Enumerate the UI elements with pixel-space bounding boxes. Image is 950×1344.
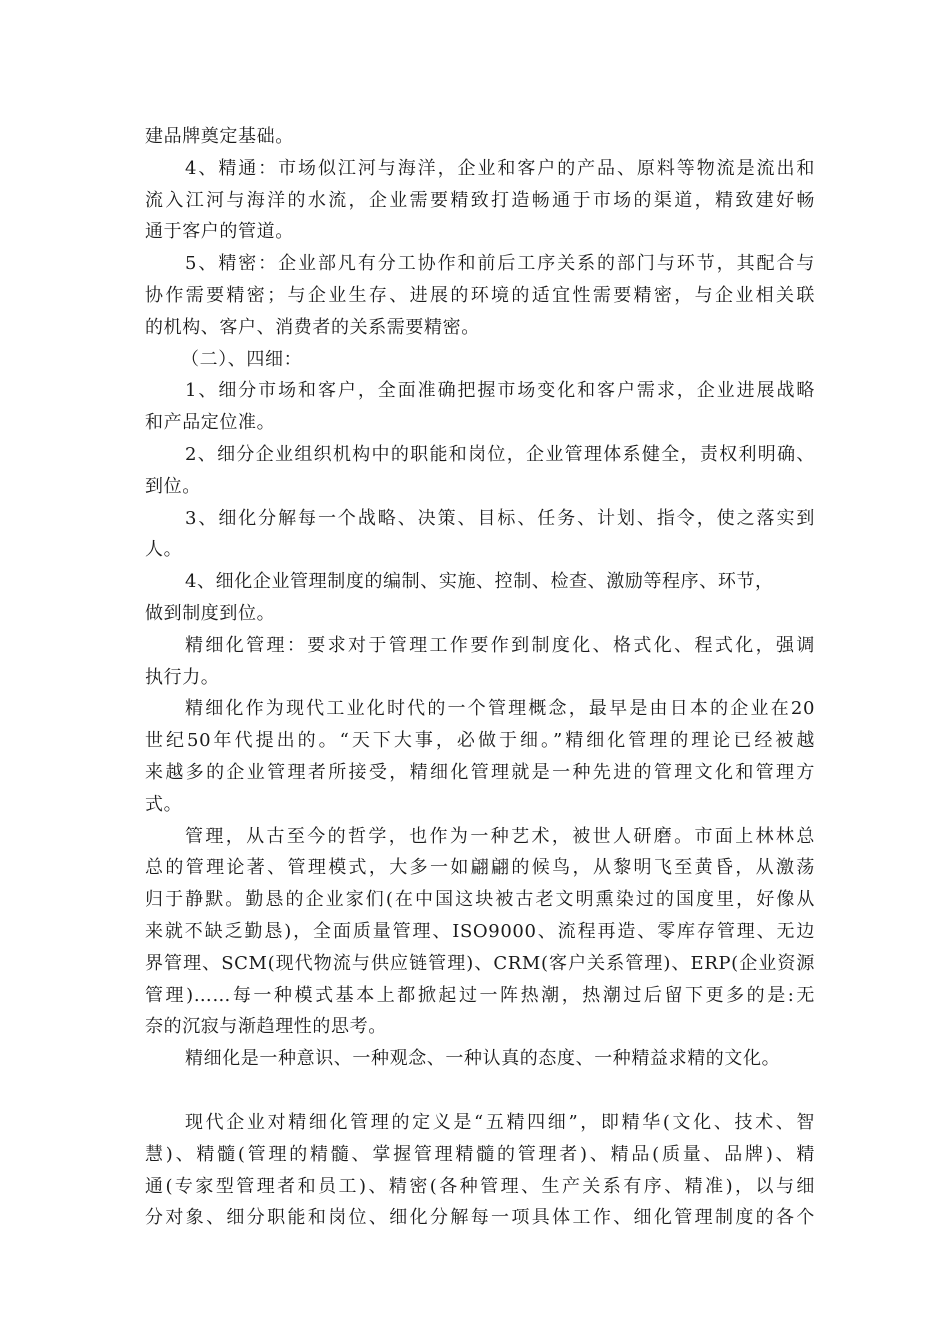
text-line: 管理，从古至今的哲学，也作为一种艺术，被世人研磨。市面上林林总: [185, 825, 815, 847]
text-line: 管理)……每一种模式基本上都掀起过一阵热潮，热潮过后留下更多的是:无: [145, 984, 815, 1006]
text-line: 做到制度到位。: [145, 602, 276, 624]
text-line: 式。: [145, 793, 183, 815]
text-line: 3、细化分解每一个战略、决策、目标、任务、计划、指令，使之落实到: [185, 507, 815, 529]
text-line: 精细化管理：要求对于管理工作要作到制度化、格式化、程式化，强调: [185, 634, 815, 656]
paragraph-gap: [145, 1075, 815, 1107]
text-line: 归于静默。勤恳的企业家们(在中国这块被古老文明熏染过的国度里，好像从: [145, 889, 815, 911]
text-line: 协作需要精密；与企业生存、进展的环境的适宜性需要精密，与企业相关联: [145, 284, 815, 306]
document-body: [145, 121, 815, 1234]
text-line: 执行力。: [145, 666, 220, 688]
text-line: 和产品定位准。: [145, 412, 276, 434]
text-line: 来越多的企业管理者所接受，精细化管理就是一种先进的管理文化和管理方: [145, 761, 815, 783]
text-line: 慧)、精髓(管理的精髓、掌握管理精髓的管理者)、精品(质量、品牌)、精: [145, 1143, 815, 1165]
text-line: 通(专家型管理者和员工)、精密(各种管理、生产关系有序、精准)，以与细: [145, 1175, 815, 1197]
text-line: 人。: [145, 539, 183, 561]
text-line: 1、细分市场和客户，全面准确把握市场变化和客户需求，企业进展战略: [185, 380, 815, 402]
text-line: 4、细化企业管理制度的编制、实施、控制、检查、激励等程序、环节，: [185, 571, 774, 593]
text-line: 奈的沉寂与渐趋理性的思考。: [145, 1016, 387, 1038]
section-heading: （二）、四细：: [181, 348, 303, 370]
text-line: 通于客户的管道。: [145, 221, 294, 243]
text-line: 世纪50年代提出的。“天下大事，必做于细。”精细化管理的理论已经被越: [145, 730, 815, 752]
text-line: 现代企业对精细化管理的定义是“五精四细”，即精华(文化、技术、智: [185, 1111, 815, 1133]
text-line: 精细化是一种意识、一种观念、一种认真的态度、一种精益求精的文化。: [185, 1048, 781, 1070]
text-line: 来就不缺乏勤恳)，全面质量管理、ISO9000、流程再造、零库存管理、无边: [145, 920, 815, 942]
text-line: 界管理、SCM(现代物流与供应链管理)、CRM(客户关系管理)、ERP(企业资源: [145, 952, 815, 974]
text-line: 到位。: [145, 475, 201, 497]
text-line: 精细化作为现代工业化时代的一个管理概念，最早是由日本的企业在20: [185, 698, 815, 720]
text-line: 5、精密：企业部凡有分工协作和前后工序关系的部门与环节，其配合与: [185, 253, 815, 275]
text-line: 建品牌奠定基础。: [145, 126, 294, 147]
text-line: 2、细分企业组织机构中的职能和岗位，企业管理体系健全，责权利明确、: [185, 443, 815, 465]
text-line: 流入江河与海洋的水流，企业需要精致打造畅通于市场的渠道，精致建好畅: [145, 189, 815, 211]
text-line: 总的管理论著、管理模式，大多一如翩翩的候鸟，从黎明飞至黄昏，从激荡: [145, 857, 815, 879]
text-line: 的机构、客户、消费者的关系需要精密。: [145, 316, 480, 338]
text-line: 4、精通：市场似江河与海洋，企业和客户的产品、原料等物流是流出和: [185, 157, 815, 179]
text-line: 分对象、细分职能和岗位、细化分解每一项具体工作、细化管理制度的各个: [145, 1207, 815, 1229]
